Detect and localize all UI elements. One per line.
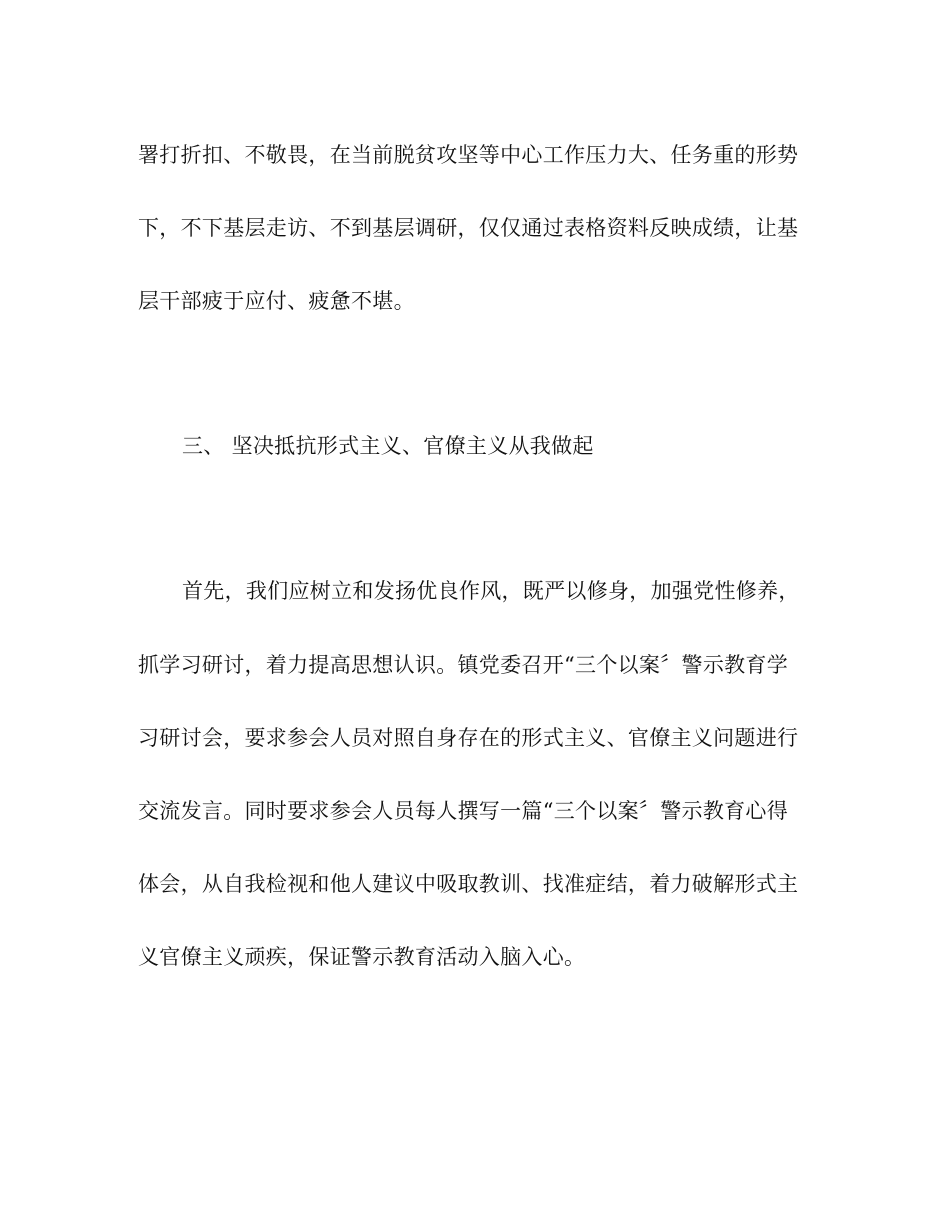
paragraph-2-line-4: 交流发言。同时要求参会人员每人撰写一篇“三个以案〞警示教育心得 [138,799,789,823]
paragraph-2-line-2: 抓学习研讨，着力提高思想认识。镇党委召开“三个以案〞警示教育学 [138,653,789,677]
paragraph-1-line-3: 层干部疲于应付、疲惫不堪。 [138,289,415,313]
paragraph-2-line-5: 体会，从自我检视和他人建议中吸取教训、找准症结，着力破解形式主 [138,872,799,896]
paragraph-2-line-1: 首先，我们应树立和发扬优良作风，既严以修身，加强党性修养， [182,579,800,603]
paragraph-2-line-6: 义官僚主义顽疾，保证警示教育活动入脑入心。 [138,945,586,969]
paragraph-1-line-1: 署打折扣、不敬畏，在当前脱贫攻坚等中心工作压力大、任务重的形势 [138,143,799,167]
paragraph-1-line-2: 下，不下基层走访、不到基层调研，仅仅通过表格资料反映成绩，让基 [138,216,799,240]
section-heading: 三、 坚决抵抗形式主义、官僚主义从我做起 [182,434,594,458]
paragraph-2-line-3: 习研讨会，要求参会人员对照自身存在的形式主义、官僚主义问题进行 [138,726,799,750]
